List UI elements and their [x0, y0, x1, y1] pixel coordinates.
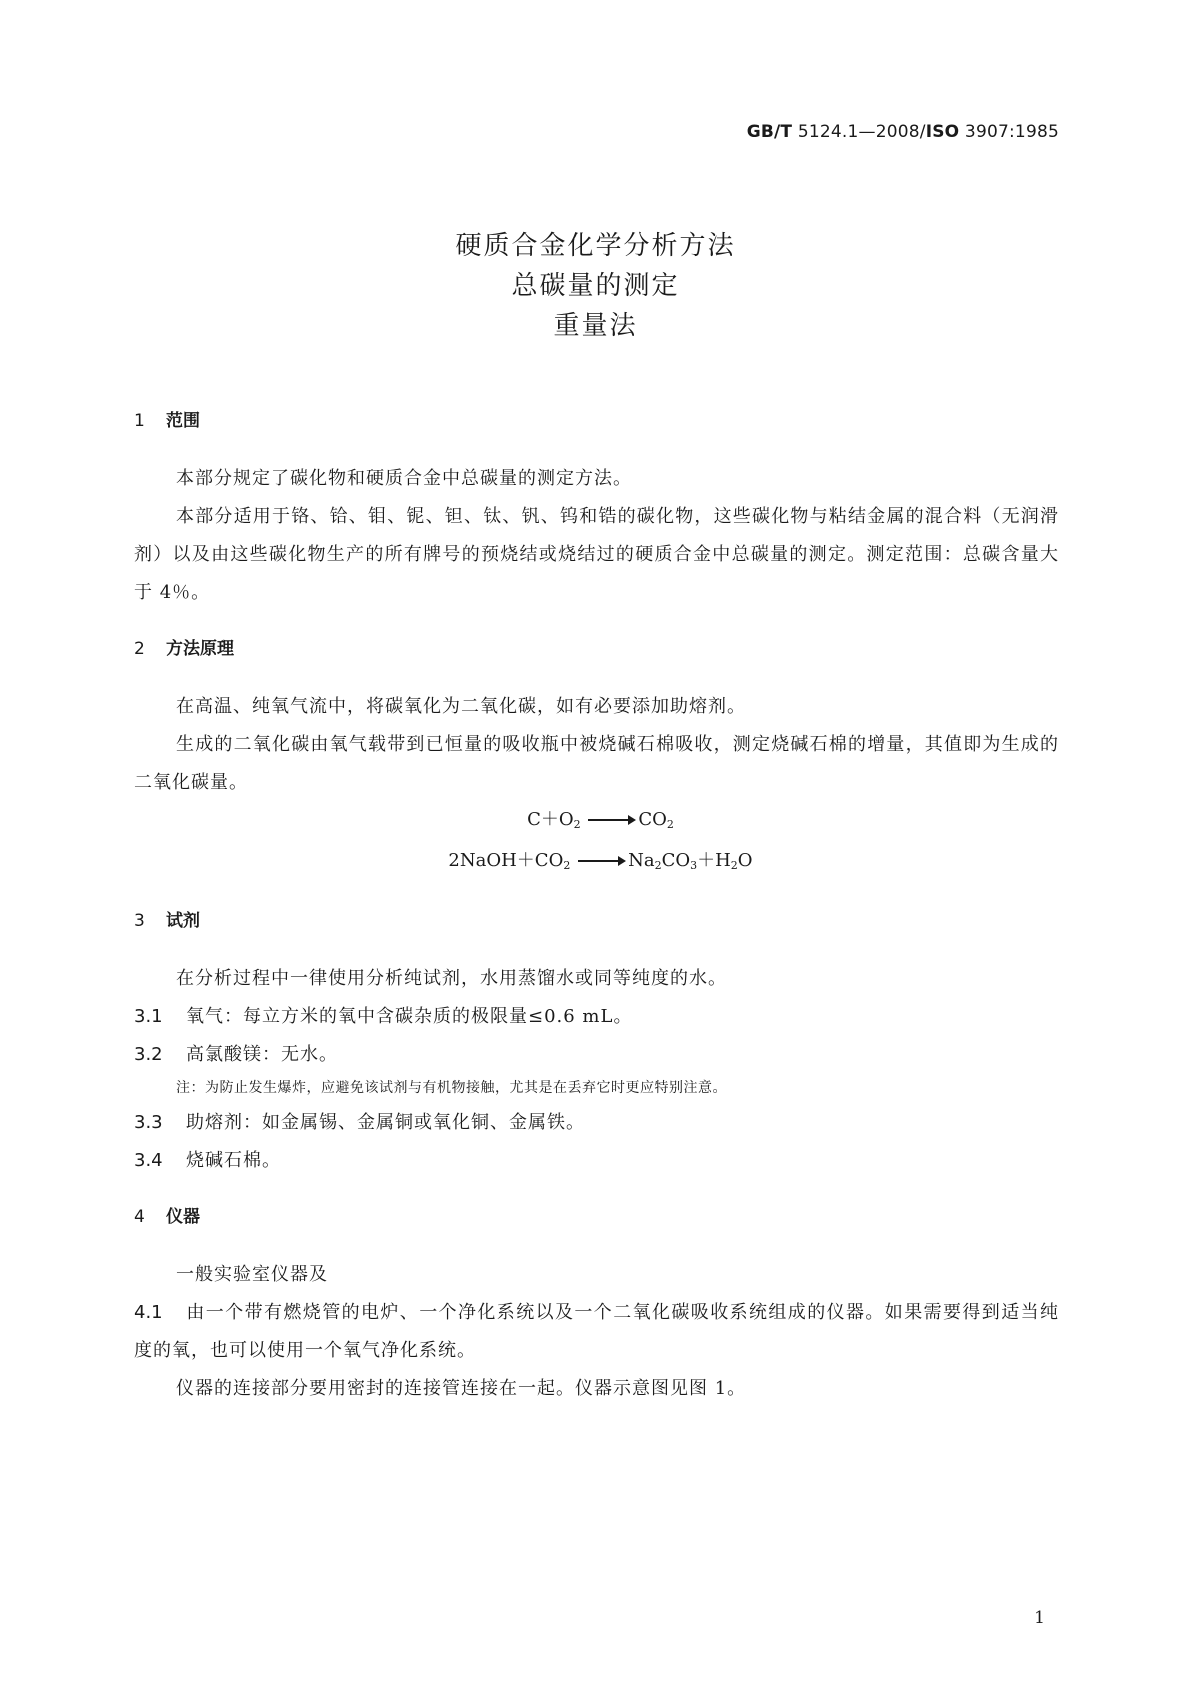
equation-subscript: 2 [666, 818, 674, 831]
paragraph: 生成的二氧化碳由氧气载带到已恒量的吸收瓶中被烧碱石棉吸收，测定烧碱石棉的增量，其值即为生成的二氧化碳量。 [134, 734, 1059, 793]
equation-term: CO [638, 809, 667, 830]
section-heading-principle [134, 638, 1059, 660]
equation-term: O [737, 850, 753, 871]
title-line-2: 总碳量的测定 [511, 271, 680, 301]
clause-3-2 [134, 1036, 1059, 1074]
equation-subscript: 2 [563, 859, 571, 872]
section-heading-scope [134, 410, 1059, 432]
reaction-arrow-icon [576, 856, 628, 866]
paragraph: 本部分适用于铬、铪、钼、铌、钽、钛、钒、钨和锆的碳化物，这些碳化物与粘结金属的混合料（无润滑剂）以及由这些碳化物生产的所有牌号的预烧结或烧结过的硬质合金中总碳量的测定。测定范围：总碳含量大于 4％。 [134, 506, 1059, 603]
clause-number: 3.1 [134, 1006, 163, 1027]
clause-3-3 [134, 1104, 1059, 1142]
equation-subscript: 2 [573, 818, 581, 831]
std-code-number: 5124.1—2008/ [792, 122, 926, 142]
clause-text: 氧气：每立方米的氧中含碳杂质的极限量≤0.6 mL。 [186, 1006, 633, 1027]
chemical-equation-1 [134, 802, 1059, 843]
title-line-1: 硬质合金化学分析方法 [455, 231, 736, 261]
clause-3-4 [134, 1142, 1059, 1180]
paragraph: 本部分规定了碳化物和硬质合金中总碳量的测定方法。 [176, 468, 632, 489]
reaction-arrow-icon [586, 815, 638, 825]
section-number: 4 [134, 1207, 145, 1227]
section-title: 仪器 [166, 1207, 200, 1227]
document-body [134, 410, 1059, 1408]
paragraph: 在分析过程中一律使用分析纯试剂，水用蒸馏水或同等纯度的水。 [176, 968, 727, 989]
paragraph: 仪器的连接部分要用密封的连接管连接在一起。仪器示意图见图 1。 [176, 1378, 747, 1399]
clause-3-1 [134, 998, 1059, 1036]
clause-text: 烧碱石棉。 [186, 1150, 281, 1171]
section-title: 试剂 [166, 911, 200, 931]
section-number: 2 [134, 639, 145, 659]
std-code-iso: ISO [925, 122, 960, 142]
page-number: 1 [1034, 1608, 1045, 1628]
document-title [0, 226, 1191, 346]
clause-text: 高氯酸镁：无水。 [186, 1044, 338, 1065]
clause-number: 3.3 [134, 1112, 163, 1133]
equation-term: ＋H [697, 850, 731, 871]
paragraph: 一般实验室仪器及 [176, 1264, 328, 1285]
std-code-gbt: GB/T [746, 122, 793, 142]
clause-text: 助熔剂：如金属锡、金属铜或氧化铜、金属铁。 [186, 1112, 585, 1133]
equation-subscript: 2 [654, 859, 662, 872]
equation-term: C＋O [527, 809, 574, 830]
title-line-3: 重量法 [553, 311, 638, 341]
section-heading-apparatus [134, 1206, 1059, 1228]
standard-code [747, 122, 1059, 142]
clause-number: 3.2 [134, 1044, 163, 1065]
clause-number: 4.1 [134, 1302, 163, 1323]
equation-subscript: 3 [690, 859, 698, 872]
equation-term: Na [628, 850, 655, 871]
section-heading-reagents [134, 910, 1059, 932]
section-title: 方法原理 [166, 639, 234, 659]
section-number: 1 [134, 411, 145, 431]
note: 注：为防止发生爆炸，应避免该试剂与有机物接触，尤其是在丢弃它时更应特别注意。 [176, 1080, 727, 1096]
section-title: 范围 [166, 411, 200, 431]
paragraph: 在高温、纯氧气流中，将碳氧化为二氧化碳，如有必要添加助熔剂。 [176, 696, 746, 717]
equation-term: CO [661, 850, 691, 871]
section-number: 3 [134, 911, 145, 931]
equation-term: 2NaOH＋CO [448, 850, 564, 871]
clause-4-1 [134, 1294, 1059, 1370]
equation-subscript: 2 [730, 859, 738, 872]
std-code-iso-number: 3907:1985 [959, 122, 1059, 142]
clause-number: 3.4 [134, 1150, 163, 1171]
chemical-equation-2 [134, 843, 1059, 884]
clause-text: 由一个带有燃烧管的电炉、一个净化系统以及一个二氧化碳吸收系统组成的仪器。如果需要得到适当纯度的氧，也可以使用一个氧气净化系统。 [134, 1302, 1059, 1361]
